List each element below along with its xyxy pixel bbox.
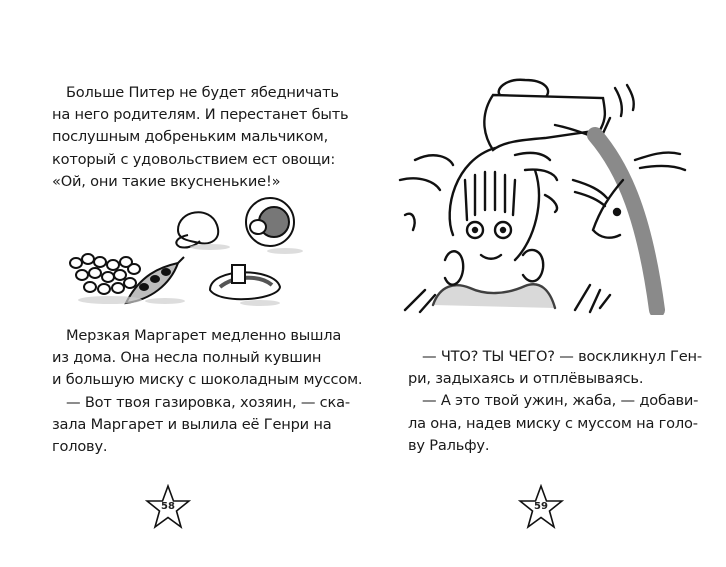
peas-icon xyxy=(70,254,140,294)
text-line: голову. xyxy=(52,438,108,456)
text-line: — А это твой ужин, жаба, — добави- xyxy=(422,392,699,410)
text-line: из дома. Она несла полный кувшин xyxy=(52,349,322,367)
text-line: Мерзкая Маргарет медленно вышла xyxy=(66,327,342,344)
text-line: — Вот твоя газировка, хозяин, — ска- xyxy=(66,393,350,411)
text-line: Больше Питер не будет ябедничать xyxy=(66,84,339,101)
text-line: — ЧТО? ТЫ ЧЕГО? — воскликнул Ген- xyxy=(422,348,702,365)
text-line: зала Маргарет и вылила её Генри на xyxy=(52,415,332,433)
page-number: 59 xyxy=(534,501,548,512)
mushroom-gills-icon xyxy=(210,265,280,299)
text-line: ла она, надев миску с муссом на голо- xyxy=(408,414,698,432)
text-line: который с удовольствием ест овощи: xyxy=(52,150,336,168)
henry-head xyxy=(450,148,539,260)
margaret-figure xyxy=(573,135,685,310)
left-paragraph-1 xyxy=(52,82,348,193)
vegetables-illustration xyxy=(60,195,320,315)
text-line: «Ой, они такие вкусненькие!» xyxy=(52,172,281,190)
jug-icon xyxy=(484,80,605,150)
right-page xyxy=(363,0,726,567)
left-paragraph-2 xyxy=(52,325,362,458)
text-line: ри, задыхаясь и отплёвываясь. xyxy=(408,370,644,388)
text-line: и большую миску с шоколадным муссом. xyxy=(52,371,363,389)
page-number-star xyxy=(145,484,191,530)
page-number: 58 xyxy=(161,501,175,512)
henry-drenched-illustration xyxy=(395,50,687,315)
right-paragraph-1 xyxy=(408,346,702,457)
mushroom-cap-icon xyxy=(176,212,218,247)
text-line: послушным добреньким мальчиком, xyxy=(52,128,329,146)
page-number-star xyxy=(518,484,564,530)
text-line: на него родителям. И перестанет быть xyxy=(52,106,349,124)
mushroom-halved-icon xyxy=(246,198,294,246)
text-line: ву Ральфу. xyxy=(408,436,490,454)
